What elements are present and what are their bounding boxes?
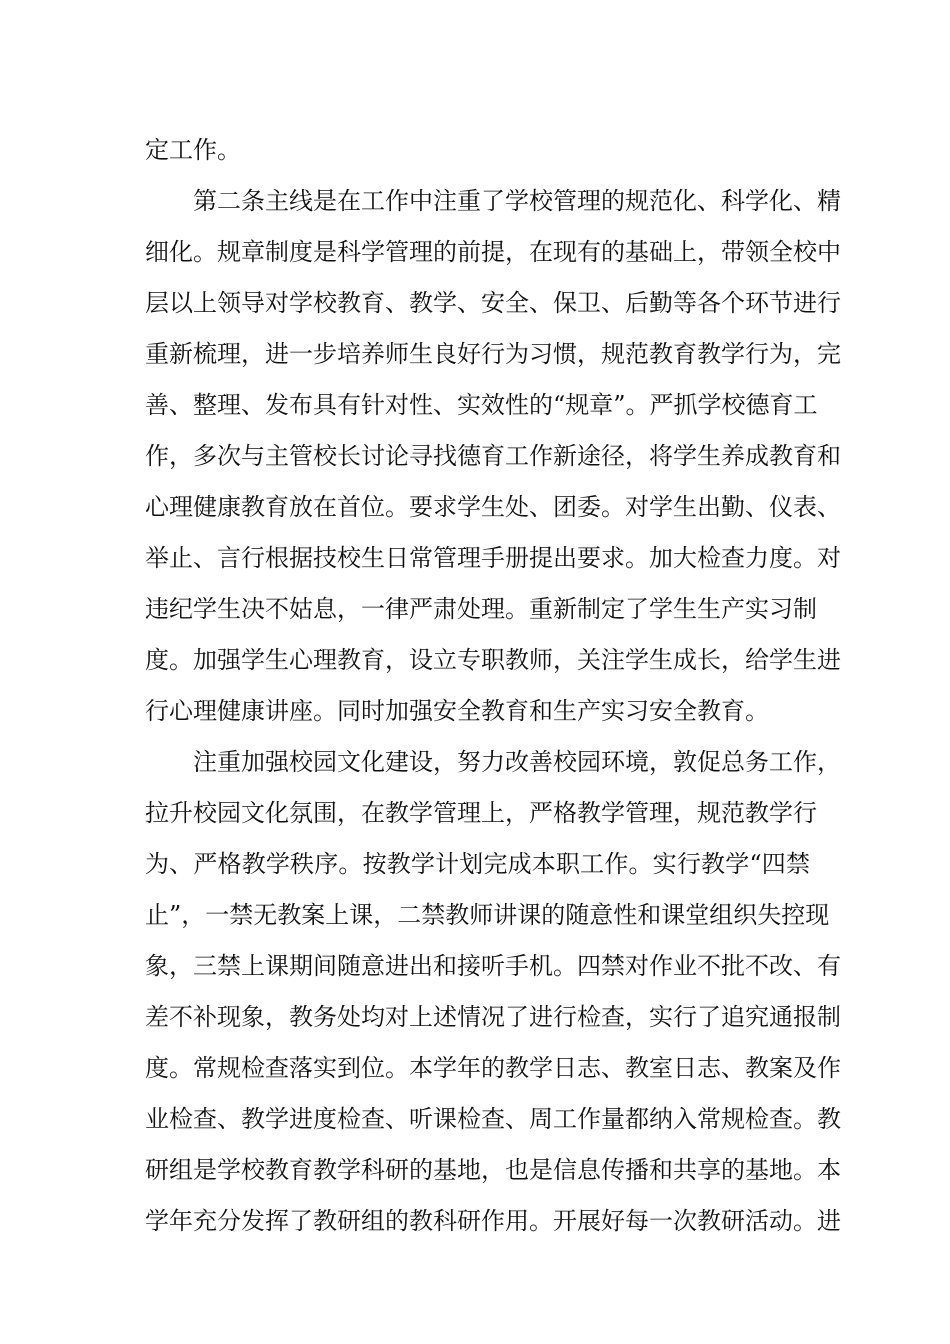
text-line: 善、整理、发布具有针对性、实效性的“规章”。严抓学校德育工 [145,391,818,419]
paragraph-first-line: 注重加强校园文化建设，努力改善校园环境，敦促总务工作， [193,748,841,776]
text-line: 为、严格教学秩序。按教学计划完成本职工作。实行教学“四禁 [145,850,810,878]
text-line: 差不补现象，教务处均对上述情况了进行检查，实行了追究通报制 [145,1003,841,1031]
text-line: 行心理健康讲座。同时加强安全教育和生产实习安全教育。 [145,697,769,725]
text-line: 度。加强学生心理教育，设立专职教师，关注学生成长，给学生进 [145,646,841,674]
text-line: 研组是学校教育教学科研的基地，也是信息传播和共享的基地。本 [145,1156,841,1184]
text-line: 度。常规检查落实到位。本学年的教学日志、教室日志、教案及作 [145,1054,841,1082]
text-line: 止”，一禁无教案上课，二禁教师讲课的随意性和课堂组织失控现 [145,901,830,929]
text-line: 象，三禁上课期间随意进出和接听手机。四禁对作业不批不改、有 [145,952,841,980]
text-line: 细化。规章制度是科学管理的前提，在现有的基础上，带领全校中 [145,238,841,266]
text-line: 心理健康教育放在首位。要求学生处、团委。对学生出勤、仪表、 [145,493,841,521]
text-line: 重新梳理，进一步培养师生良好行为习惯，规范教育教学行为，完 [145,340,841,368]
text-line: 定工作。 [145,136,241,164]
text-line: 层以上领导对学校教育、教学、安全、保卫、后勤等各个环节进行 [145,289,841,317]
text-line: 举止、言行根据技校生日常管理手册提出要求。加大检查力度。对 [145,544,841,572]
text-line: 业检查、教学进度检查、听课检查、周工作量都纳入常规检查。教 [145,1105,841,1133]
text-line: 违纪学生决不姑息，一律严肃处理。重新制定了学生生产实习制 [145,595,817,623]
paragraph-first-line: 第二条主线是在工作中注重了学校管理的规范化、科学化、精 [193,187,841,215]
text-line: 拉升校园文化氛围，在教学管理上，严格教学管理，规范教学行 [145,799,817,827]
text-line: 作，多次与主管校长讨论寻找德育工作新途径，将学生养成教育和 [145,442,841,470]
text-line: 学年充分发挥了教研组的教科研作用。开展好每一次教研活动。进 [145,1207,841,1235]
